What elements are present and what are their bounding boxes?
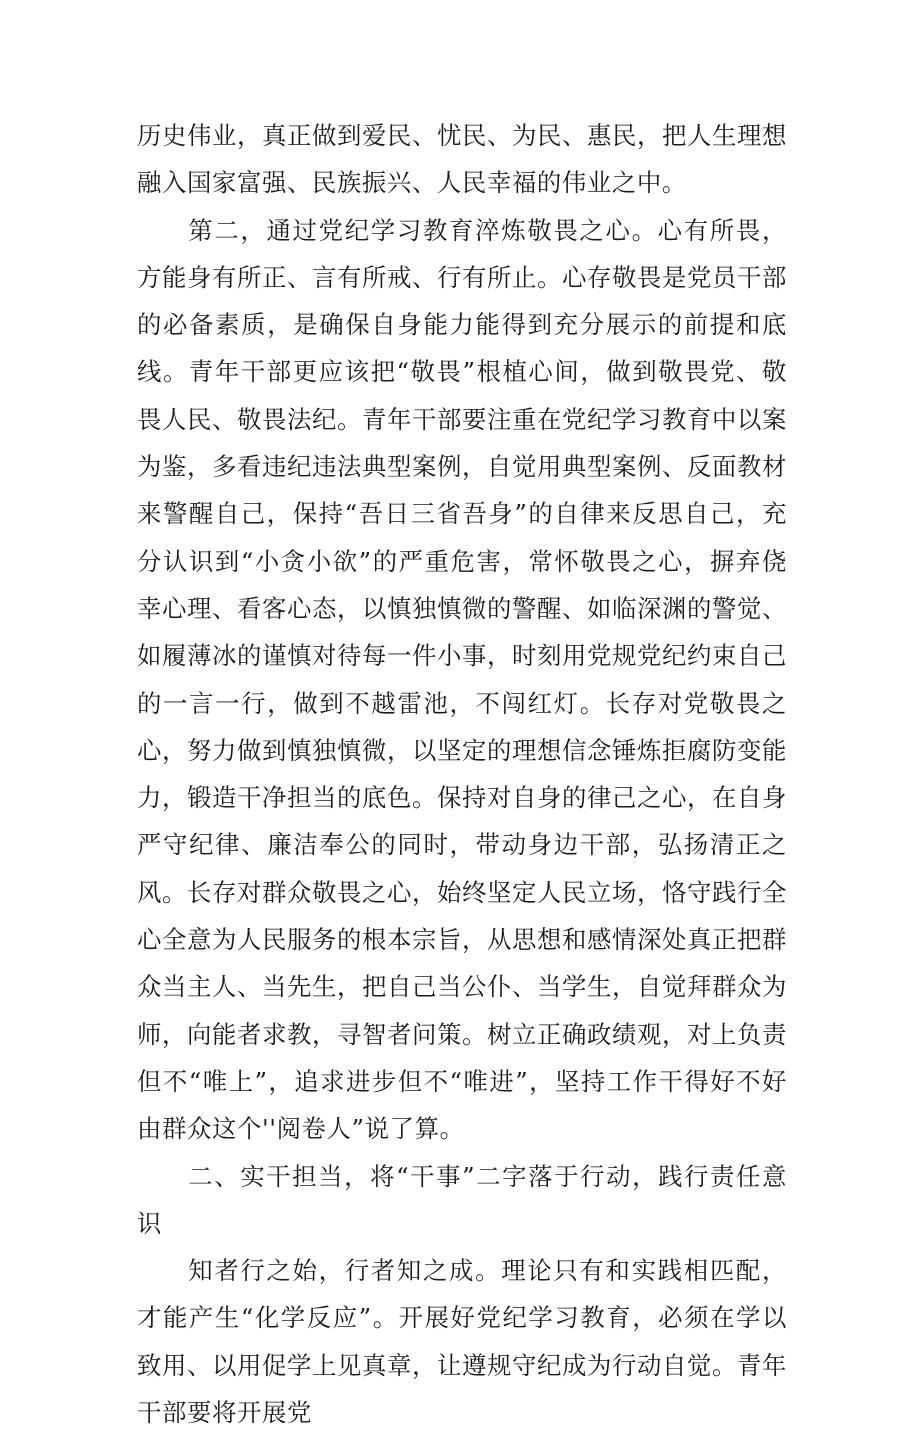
section-heading-two: 二、实干担当，将“干事”二字落于行动，践行责任意识 bbox=[137, 1161, 787, 1238]
paragraph-continuation: 历史伟业，真正做到爱民、忧民、为民、惠民，把人生理想融入国家富强、民族振兴、人民幸福的伟业之中。 bbox=[137, 121, 787, 198]
document-body bbox=[137, 112, 787, 1436]
paragraph-section-two-intro: 知者行之始，行者知之成。理论只有和实践相匹配，才能产生“化学反应”。开展好党纪学习教育，必须在学以致用、以用促学上见真章，让遵规守纪成为行动自觉。青年干部要将开展党 bbox=[137, 1256, 787, 1428]
paragraph-second-point: 第二，通过党纪学习教育淬炼敬畏之心。心有所畏，方能身有所正、言有所戒、行有所止。心存敬畏是党员干部的必备素质，是确保自身能力能得到充分展示的前提和底线。青年干部更应该把“敬畏”根植心间，做到敬畏党、敬畏人民、敬畏法纪。青年干部要注重在党纪学习教育中以案为鉴，多看违纪违法典型案例，自觉用典型案例、反面教材来警醒自己，保持“吾日三省吾身”的自律来反思自己，充分认识到“小贪小欲”的严重危害，常怀敬畏之心，摒弃侥幸心理、看客心态，以慎独慎微的警醒、如临深渊的警觉、如履薄冰的谨慎对待每一件小事，时刻用党规党纪约束自己的一言一行，做到不越雷池，不闯红灯。长存对党敬畏之心，努力做到慎独慎微，以坚定的理想信念锤炼拒腐防变能力，锻造干净担当的底色。保持对自身的律己之心，在自身严守纪律、廉洁奉公的同时，带动身边干部，弘扬清正之风。长存对群众敬畏之心，始终坚定人民立场，恪守践行全心全意为人民服务的根本宗旨，从思想和感情深处真正把群众当主人、当先生，把自己当公仆、当学生，自觉拜群众为师，向能者求教，寻智者问策。树立正确政绩观，对上负责但不“唯上”，追求进步但不“唯进”，坚持工作干得好不好由群众这个''阅卷人”说了算。 bbox=[137, 215, 787, 1144]
